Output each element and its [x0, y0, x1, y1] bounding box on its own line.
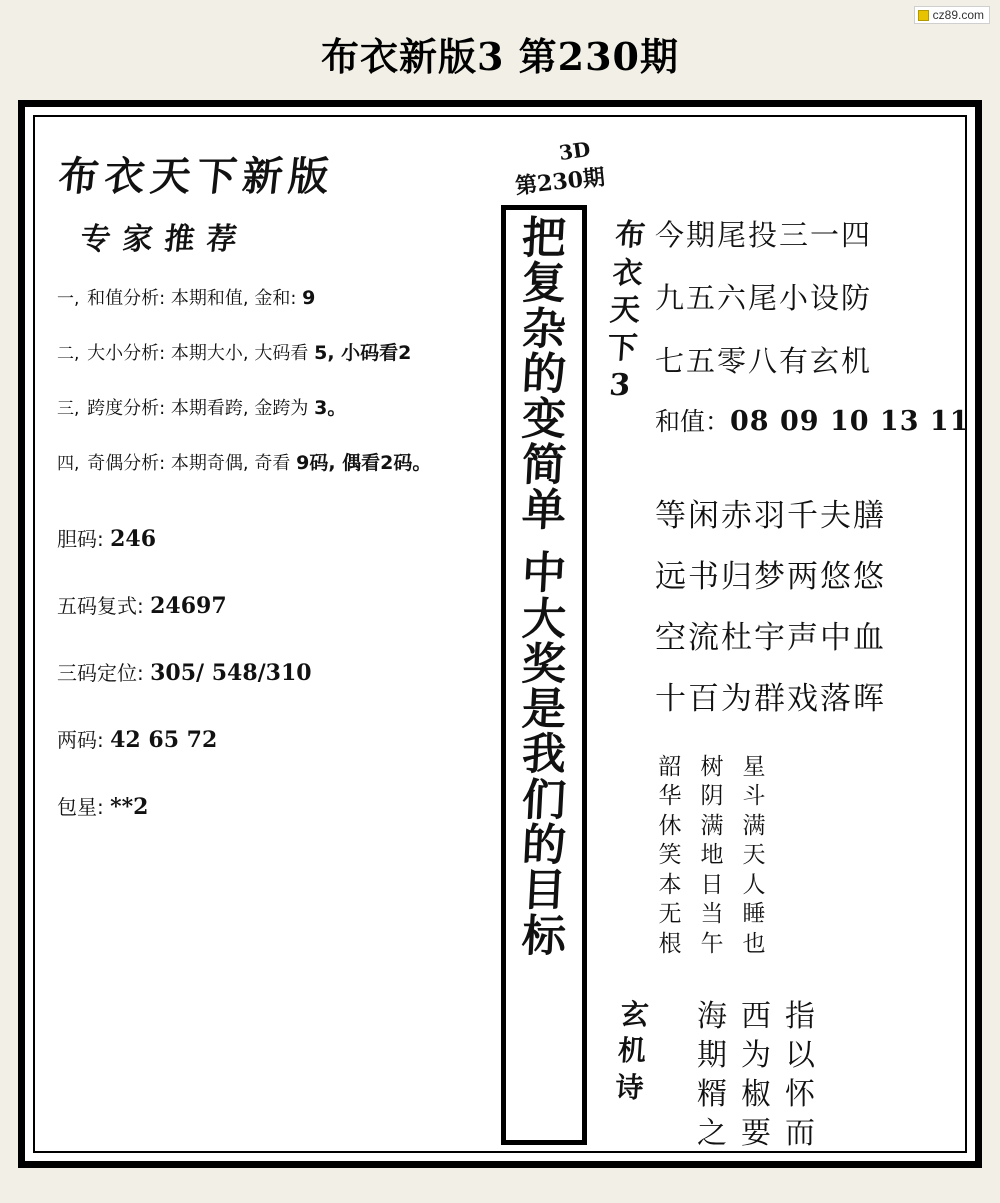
xuanji-poem-char: 而: [785, 1116, 815, 1151]
right-column: [655, 213, 975, 734]
issue-number-label: 第230期: [514, 164, 607, 200]
slogan-char: 大: [520, 593, 568, 645]
pick-label: 包星:: [57, 795, 104, 819]
xuanji-poem-char: 海: [697, 999, 727, 1034]
analysis-index: 二,: [57, 344, 80, 364]
poem-line: 十百为群戏落晖: [655, 681, 886, 717]
poem-line: 等闲赤羽千夫膳: [655, 498, 886, 534]
analysis-value: 9码, 偶看2码。: [296, 452, 432, 474]
tip-line: 今期尾投三一四: [655, 218, 873, 252]
slogan-char: 简: [520, 439, 568, 491]
xuanji-char: 诗: [614, 1070, 645, 1104]
analysis-list: [57, 284, 483, 475]
vertical-poem-column: [741, 753, 767, 959]
pick-label: 三码定位:: [57, 661, 144, 685]
slogan-char: 奖: [520, 638, 568, 690]
poem-line: 远书归梦两悠悠: [655, 559, 886, 595]
pick-value: 24697: [150, 593, 227, 619]
page-title: 布衣新版3 第230期: [321, 34, 679, 79]
sum-values-row: [655, 402, 975, 438]
vpoem-char: 天: [742, 842, 766, 869]
vpoem-char: 满: [700, 812, 724, 839]
vpoem-char: 笑: [658, 842, 682, 869]
vpoem-char: 无: [658, 901, 682, 928]
analysis-label: 大小分析: 本期大小, 大码看: [87, 343, 309, 364]
pick-row: [57, 657, 483, 686]
slogan-char: 的: [520, 348, 568, 400]
slogan-char: 单: [520, 484, 568, 536]
tip-line: 九五六尾小设防: [655, 281, 873, 315]
poster-inner-frame: [33, 115, 970, 1153]
pick-row: [57, 523, 483, 552]
slogan-char: 杂: [520, 303, 568, 355]
tip-line: 七五零八有玄机: [655, 344, 873, 378]
analysis-value: 5, 小码看2: [314, 342, 412, 364]
xuanji-poem-char: 椒: [741, 1077, 771, 1112]
analysis-value: 9: [302, 287, 316, 309]
pick-row: [57, 724, 483, 753]
xuanji-poem-char: 以: [785, 1038, 815, 1073]
vpoem-char: 人: [742, 871, 766, 898]
analysis-label: 跨度分析: 本期看跨, 金跨为: [87, 398, 309, 419]
xuanji-poem-column: [695, 997, 729, 1153]
slogan-char: 中: [520, 548, 568, 600]
vertical-slogan-banner: [501, 205, 587, 1145]
left-column: [53, 127, 483, 858]
slogan-char: 变: [520, 394, 568, 446]
xuanji-poem-column: [783, 997, 817, 1153]
poem-line: 空流杜宇声中血: [655, 620, 886, 656]
brush-subtitle: 专家推荐: [78, 222, 251, 257]
analysis-label: 和值分析: 本期和值, 金和:: [87, 288, 297, 309]
vpoem-char: 阴: [700, 783, 724, 810]
analysis-label: 奇偶分析: 本期奇偶, 奇看: [87, 453, 291, 474]
slogan-char: 目: [520, 865, 568, 917]
xuanji-poem-char: 期: [697, 1038, 727, 1073]
vpoem-char: 星: [742, 754, 766, 780]
slogan-char: 是: [520, 684, 568, 736]
vpoem-char: 斗: [742, 783, 766, 810]
slogan-char: 我: [520, 729, 568, 781]
picks-list: [57, 523, 483, 820]
vpoem-char: 睡: [742, 901, 766, 928]
vpoem-char: 休: [658, 812, 682, 839]
xuanji-poem-column: [739, 997, 773, 1153]
xuanji-char: 玄: [619, 998, 650, 1031]
pick-value: 305/ 548/310: [150, 660, 312, 686]
pick-value: 246: [110, 526, 157, 552]
xuanji-poem-char: 西: [741, 999, 771, 1034]
slogan-char: 标: [520, 910, 568, 962]
vertical-poem-column: [699, 753, 725, 959]
brand-char: 天: [608, 293, 642, 328]
analysis-value: 3。: [314, 397, 347, 419]
pick-label: 两码:: [57, 728, 104, 752]
vpoem-char: 也: [742, 930, 766, 957]
analysis-index: 三,: [57, 399, 80, 419]
vpoem-char: 华: [658, 783, 682, 810]
vpoem-char: 树: [700, 754, 724, 780]
watermark-square-icon: [918, 10, 929, 21]
brush-title: 布衣天下新版: [56, 153, 338, 200]
watermark-text: cz89.com: [932, 8, 984, 22]
xuanji-poem-char: 为: [741, 1038, 771, 1073]
poster-outer-frame: [18, 100, 982, 1168]
vertical-poem-block: [657, 753, 767, 959]
slogan-char: 把: [520, 213, 568, 264]
analysis-row: [57, 448, 483, 475]
vpoem-char: 韶: [658, 754, 682, 780]
analysis-row: [57, 284, 483, 310]
vertical-poem-column: [657, 753, 683, 959]
pick-row: [57, 590, 483, 619]
analysis-index: 四,: [57, 454, 80, 474]
xuanji-poem-char: 指: [785, 999, 815, 1034]
brand-char: 下: [606, 330, 639, 366]
xuanji-poem-char: 怀: [785, 1077, 815, 1112]
sum-values: 08 09 10 13 11: [730, 406, 970, 437]
xuanji-poem-char: 糈: [697, 1077, 727, 1112]
brand-char: 衣: [611, 255, 644, 291]
brand-vertical-label: [594, 217, 655, 405]
slogan-char: 的: [520, 820, 568, 872]
vpoem-char: 根: [658, 930, 682, 957]
analysis-row: [57, 393, 483, 420]
xuanji-poem-char: 要: [741, 1116, 771, 1151]
game-type-label: 3D: [557, 136, 593, 166]
issue-mark: [505, 136, 615, 200]
xuanji-poem-char: 之: [697, 1116, 727, 1151]
xuanji-poem-block: [695, 997, 817, 1153]
vpoem-char: 午: [700, 930, 724, 957]
analysis-index: 一,: [57, 289, 80, 309]
vpoem-char: 满: [742, 812, 766, 839]
vpoem-char: 当: [700, 901, 724, 928]
vpoem-char: 地: [700, 842, 724, 869]
poem-block: [655, 490, 975, 718]
pick-value: **2: [110, 794, 149, 820]
slogan-char: 们: [520, 774, 568, 826]
sum-label: 和值：: [655, 407, 731, 436]
analysis-row: [57, 338, 483, 365]
pick-row: [57, 791, 483, 820]
xuanji-poem-label: [611, 997, 653, 1106]
pick-label: 胆码:: [57, 527, 104, 551]
xuanji-char: 机: [616, 1034, 648, 1068]
vpoem-char: 本: [658, 871, 682, 898]
slogan-char: 复: [520, 258, 568, 310]
brand-char: 布: [614, 218, 647, 253]
pick-label: 五码复式:: [57, 594, 144, 618]
vpoem-char: 日: [700, 871, 724, 898]
brand-char: 3: [608, 368, 632, 403]
pick-value: 42 65 72: [110, 727, 218, 753]
site-watermark: [914, 6, 990, 24]
